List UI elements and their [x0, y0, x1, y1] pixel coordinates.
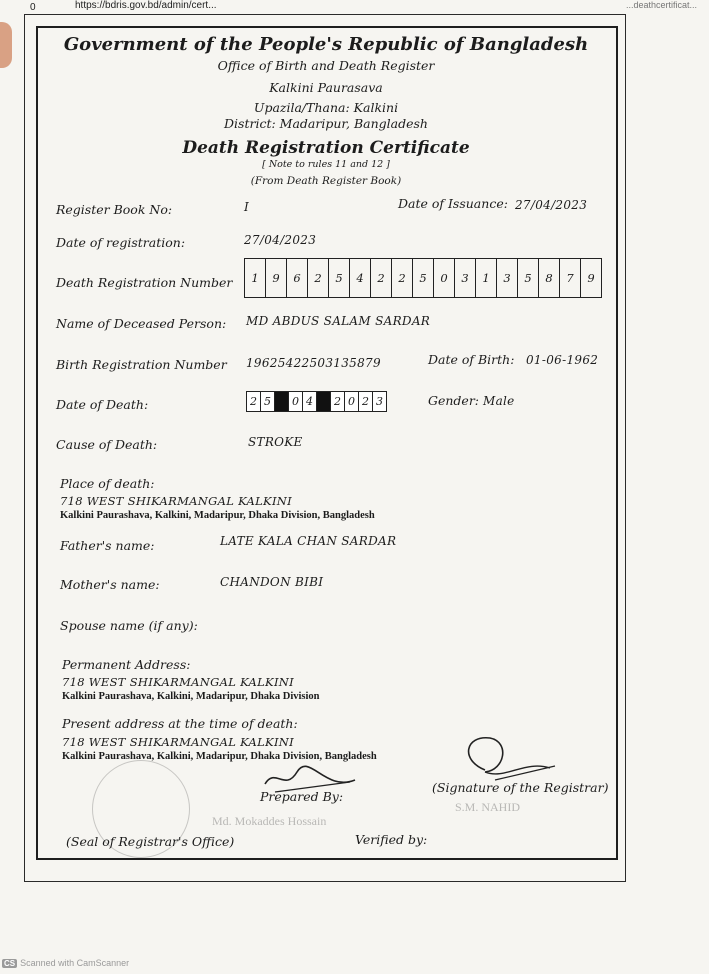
- place-line2: Kalkini Paurashava, Kalkini, Madaripur, Dhaka Division, Bangladesh: [60, 510, 375, 521]
- digit-box: 6: [287, 259, 308, 297]
- office-heading: Office of Birth and Death Register: [217, 58, 435, 73]
- issuance-value: 27/04/2023: [515, 198, 588, 212]
- digit-box: 2: [392, 259, 413, 297]
- dod-separator: [274, 391, 289, 412]
- verified-by-label: Verified by:: [355, 832, 428, 847]
- deceased-label: Name of Deceased Person:: [56, 316, 227, 331]
- browser-right-text: ...deathcertificat...: [625, 0, 697, 10]
- dod-box: 2: [246, 391, 261, 412]
- digit-box: 3: [455, 259, 476, 297]
- dod-box: 0: [344, 391, 359, 412]
- prepared-by-label: Prepared By:: [260, 789, 344, 804]
- faded-officer-stamp: Md. Mokaddes Hossain: [212, 814, 327, 828]
- place-label: Place of death:: [60, 476, 155, 491]
- paurasava-heading: Kalkini Paurasava: [269, 80, 383, 95]
- digit-box: 1: [245, 259, 266, 297]
- register-source: (From Death Register Book): [250, 175, 402, 187]
- place-line1: 718 WEST SHIKARMANGAL KALKINI: [60, 494, 292, 508]
- camscanner-text: Scanned with CamScanner: [20, 958, 130, 968]
- present-line1: 718 WEST SHIKARMANGAL KALKINI: [62, 735, 294, 749]
- digit-box: 8: [539, 259, 560, 297]
- upazila-heading: Upazila/Thana: Kalkini: [253, 100, 399, 115]
- browser-url[interactable]: https://bdris.gov.bd/admin/cert...: [75, 0, 217, 11]
- dod-boxes: [246, 391, 386, 412]
- deceased-value: MD ABDUS SALAM SARDAR: [246, 314, 431, 328]
- gender-value: Male: [483, 394, 515, 408]
- spouse-label: Spouse name (if any):: [60, 618, 198, 633]
- camscanner-badge: CS: [4, 958, 16, 968]
- birth-reg-label: Birth Registration Number: [56, 357, 227, 372]
- browser-left-text: 0: [30, 2, 36, 13]
- digit-box: 0: [434, 259, 455, 297]
- dod-box: 3: [372, 391, 387, 412]
- permanent-line1: 718 WEST SHIKARMANGAL KALKINI: [62, 675, 294, 689]
- dod-separator: [316, 391, 331, 412]
- dod-box: 2: [330, 391, 345, 412]
- mother-value: CHANDON BIBI: [220, 575, 324, 589]
- dod-label: Date of Death:: [56, 397, 149, 412]
- birth-reg-value: 19625422503135879: [246, 356, 381, 370]
- register-book-value: I: [244, 200, 250, 214]
- death-reg-number-boxes: [244, 258, 602, 298]
- digit-box: 1: [476, 259, 497, 297]
- registration-date-label: Date of registration:: [56, 235, 186, 250]
- finger-edge: [0, 22, 12, 68]
- mother-label: Mother's name:: [60, 577, 160, 592]
- cause-label: Cause of Death:: [56, 437, 158, 452]
- present-label: Present address at the time of death:: [62, 716, 298, 731]
- father-label: Father's name:: [60, 538, 155, 553]
- present-line2: Kalkini Paurashava, Kalkini, Madaripur, Dhaka Division, Bangladesh: [62, 751, 377, 762]
- issuance-label: Date of Issuance:: [398, 196, 508, 211]
- digit-box: 3: [497, 259, 518, 297]
- digit-box: 4: [350, 259, 371, 297]
- digit-box: 5: [518, 259, 539, 297]
- district-heading: District: Madaripur, Bangladesh: [224, 116, 428, 131]
- dod-box: 2: [358, 391, 373, 412]
- registration-date-value: 27/04/2023: [244, 233, 317, 247]
- registrar-signature-label: (Signature of the Registrar): [432, 780, 609, 795]
- digit-box: 7: [560, 259, 581, 297]
- permanent-label: Permanent Address:: [62, 657, 191, 672]
- dod-box: 5: [260, 391, 275, 412]
- permanent-line2: Kalkini Paurashava, Kalkini, Madaripur, Dhaka Division: [62, 691, 320, 702]
- death-reg-number-label: Death Registration Number: [56, 275, 233, 290]
- dob-value: 01-06-1962: [526, 353, 599, 367]
- digit-box: 2: [371, 259, 392, 297]
- gender-label: Gender:: [428, 393, 480, 408]
- father-value: LATE KALA CHAN SARDAR: [220, 534, 397, 548]
- rules-note: [ Note to rules 11 and 12 ]: [262, 159, 390, 170]
- digit-box: 9: [266, 259, 287, 297]
- certificate-title: Death Registration Certificate: [182, 138, 470, 158]
- seal-label: (Seal of Registrar's Office): [66, 834, 235, 849]
- register-book-label: Register Book No:: [56, 202, 173, 217]
- faded-registrar-stamp: S.M. NAHID: [455, 800, 521, 814]
- cause-value: STROKE: [248, 435, 303, 449]
- digit-box: 9: [587, 271, 595, 285]
- camscanner-watermark: [2, 958, 129, 968]
- dob-label: Date of Birth:: [428, 352, 515, 367]
- dod-box: 0: [288, 391, 303, 412]
- digit-box: 5: [413, 259, 434, 297]
- dod-box: 4: [302, 391, 317, 412]
- digit-box: 2: [308, 259, 329, 297]
- digit-box: 5: [329, 259, 350, 297]
- government-heading: Government of the People's Republic of Bangladesh: [63, 34, 589, 55]
